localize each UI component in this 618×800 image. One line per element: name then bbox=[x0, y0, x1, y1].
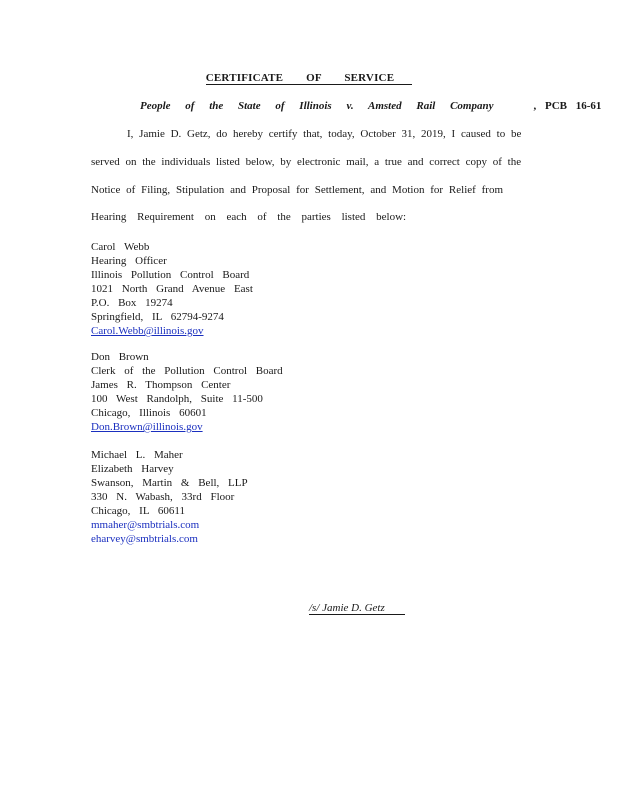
document-title: CERTIFICATE OF SERVICE bbox=[0, 72, 618, 84]
recipient-po-box: P.O. Box 19274 bbox=[91, 297, 173, 309]
recipient-don-brown bbox=[91, 350, 283, 434]
recipient-title: Hearing Officer bbox=[91, 255, 167, 267]
pcb-number: , PCB 16-61 bbox=[533, 100, 602, 112]
recipient-carol-webb bbox=[91, 240, 253, 338]
recipient-city: Chicago, Illinois 60601 bbox=[91, 407, 207, 419]
recipient-name: Carol Webb bbox=[91, 241, 150, 253]
certification-line-1: I, Jamie D. Getz, do hereby certify that, today, October 31, 2019, I caused to be bbox=[127, 128, 522, 140]
recipient-email-link-2[interactable]: eharvey@smbtrials.com bbox=[91, 533, 198, 545]
recipient-email-link[interactable]: Carol.Webb@illinois.gov bbox=[91, 325, 204, 337]
recipient-name: Don Brown bbox=[91, 351, 149, 363]
recipient-organization: Illinois Pollution Control Board bbox=[91, 269, 250, 281]
recipient-name-2: Elizabeth Harvey bbox=[91, 463, 174, 475]
case-caption bbox=[140, 100, 601, 112]
recipient-michael-maher bbox=[91, 448, 248, 546]
recipient-firm: Swanson, Martin & Bell, LLP bbox=[91, 477, 248, 489]
recipient-city: Springfield, IL 62794-9274 bbox=[91, 311, 224, 323]
recipient-title: Clerk of the Pollution Control Board bbox=[91, 365, 283, 377]
certification-line-4: Hearing Requirement on each of the parties listed below: bbox=[91, 211, 407, 223]
case-name: People of the State of Illinois v. Amsted Rail Company bbox=[140, 100, 494, 112]
recipient-email-link[interactable]: Don.Brown@illinois.gov bbox=[91, 421, 203, 433]
recipient-city: Chicago, IL 60611 bbox=[91, 505, 185, 517]
recipient-email-link[interactable]: mmaher@smbtrials.com bbox=[91, 519, 200, 531]
recipient-building: James R. Thompson Center bbox=[91, 379, 231, 391]
signature: /s/ Jamie D. Getz bbox=[309, 602, 405, 615]
recipient-street: 1021 North Grand Avenue East bbox=[91, 283, 253, 295]
recipient-name: Michael L. Maher bbox=[91, 449, 183, 461]
recipient-street: 330 N. Wabash, 33rd Floor bbox=[91, 491, 235, 503]
certification-line-2: served on the individuals listed below, by electronic mail, a true and correct copy of the bbox=[91, 156, 522, 168]
recipient-street: 100 West Randolph, Suite 11-500 bbox=[91, 393, 263, 405]
certification-line-3: Notice of Filing, Stipulation and Proposal for Settlement, and Motion for Relief from bbox=[91, 184, 503, 196]
